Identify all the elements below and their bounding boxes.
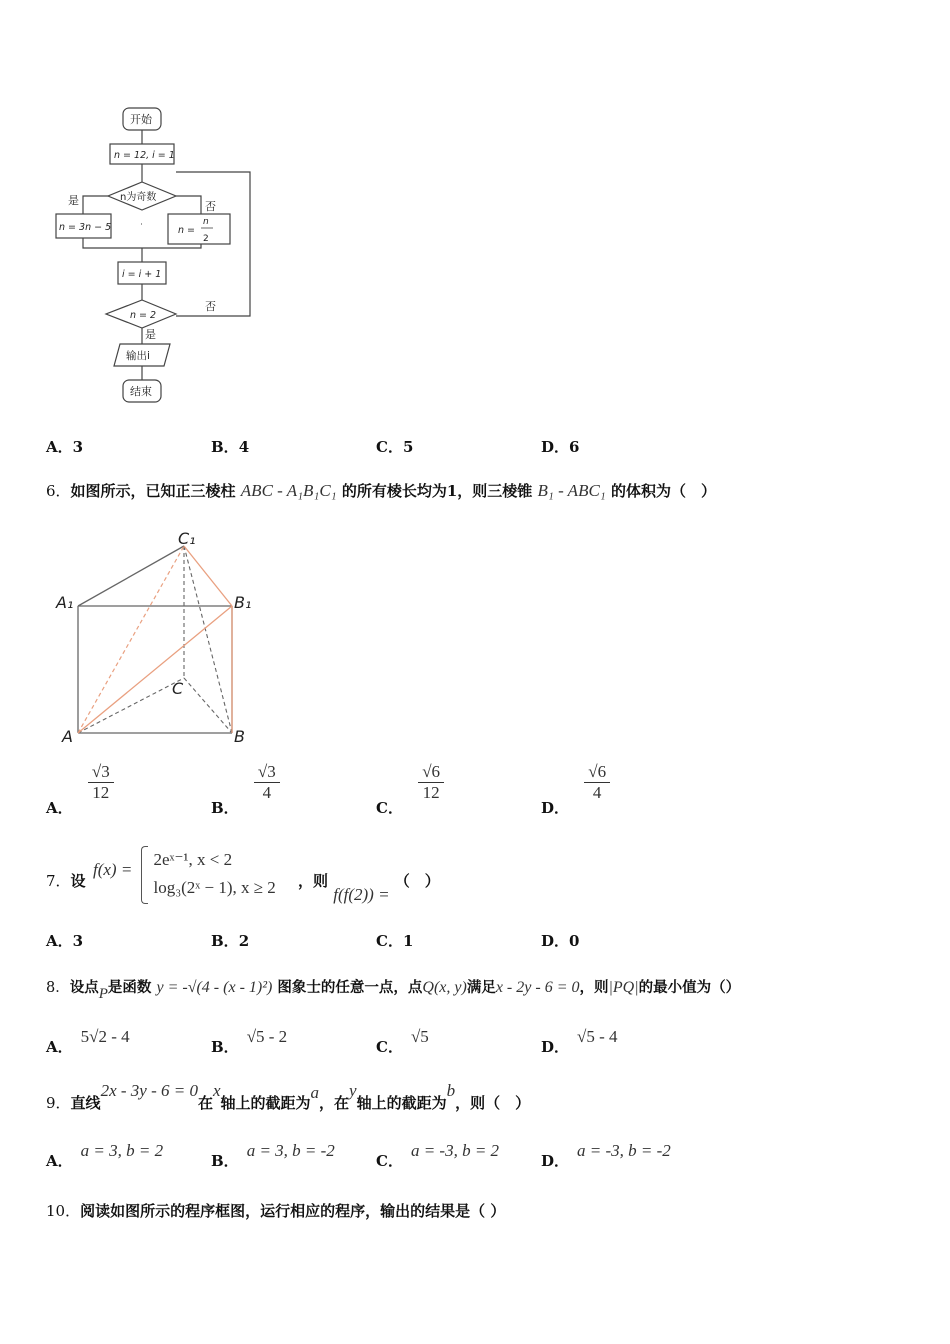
q7-option-d[interactable]: D．0: [541, 932, 580, 950]
q9-line: 2x - 3y - 6 = 0: [100, 1081, 198, 1100]
q9-stem: 9．直线2x - 3y - 6 = 0在x轴上的截距为a，在y轴上的截距为b，则（ ）: [46, 1081, 531, 1112]
q8-option-a[interactable]: A．5√2 - 4: [46, 1027, 130, 1056]
flow-yes1-label: 是: [68, 194, 79, 207]
q9-option-b[interactable]: B．a = 3, b = -2: [211, 1141, 335, 1170]
vertex-c: C: [172, 679, 184, 698]
q8-option-c[interactable]: C．√5: [376, 1027, 429, 1056]
q6-option-b[interactable]: B． $\frac{√3}{4}$: [211, 762, 280, 803]
flow-init-label: n = 12, i = 1: [114, 150, 175, 161]
q9-option-d[interactable]: D．a = -3, b = -2: [541, 1141, 671, 1170]
q6-option-c[interactable]: C． $\frac{√6}{12}$: [376, 762, 444, 803]
q7-option-a[interactable]: A．3: [46, 932, 84, 950]
flowchart-figure: [50, 100, 270, 410]
q6-stem: 6．如图所示，已知正三棱柱 ABC - A₁B₁C₁ 的所有棱长均为1，则三棱锥 B₁ - ABC₁ 的体积为（ ）: [46, 481, 716, 500]
prism-figure: [52, 528, 262, 750]
flow-decision1-label: n为奇数: [120, 192, 157, 203]
flow-right-box-num: n: [203, 217, 209, 227]
q8-point-p: P: [98, 986, 108, 1002]
q8-function: y = -√(4 - (x - 1)²): [156, 979, 273, 996]
q7-piecewise: f(x) = 2eˣ⁻¹, x < 2 log₃(2ˣ − 1), x ≥ 2: [93, 846, 276, 906]
q7-stem-tail: ，则 f(f(2)) = （ ）: [298, 872, 440, 904]
q10-stem: 10．阅读如图所示的程序框图，运行相应的程序，输出的结果是（ ）: [46, 1202, 506, 1220]
flow-no1-label: 否: [205, 200, 216, 213]
q7-case2: log₃(2ˣ − 1), x ≥ 2: [153, 878, 276, 897]
q8-line: x - 2y - 6 = 0: [495, 979, 580, 996]
q7-option-b[interactable]: B．2: [211, 932, 250, 950]
q7-expr: f(f(2)) =: [333, 885, 390, 904]
flow-end-label: 结束: [130, 385, 152, 398]
brace: [141, 846, 148, 904]
vertex-c1: C₁: [178, 529, 196, 548]
flow-increment-label: i = i + 1: [122, 269, 162, 280]
q7-case1: 2eˣ⁻¹, x < 2: [153, 850, 233, 869]
q5-option-b[interactable]: B．4: [211, 438, 250, 456]
q8-option-b[interactable]: B．√5 - 2: [211, 1027, 288, 1056]
q9-option-a[interactable]: A．a = 3, b = 2: [46, 1141, 164, 1170]
flow-right-box-lhs: n =: [178, 225, 196, 236]
vertex-a: A: [62, 727, 73, 746]
q7-stem: 7．设: [46, 872, 86, 890]
q5-option-c[interactable]: C．5: [376, 438, 414, 456]
q8-stem: 8．设点P是函数 y = -√(4 - (x - 1)²) 图象士的任意一点，点Q(x, y)满足x - 2y - 6 = 0，则|PQ|的最小值为（）: [46, 979, 741, 1002]
q5-option-a[interactable]: A．3: [46, 438, 84, 456]
q8-option-d[interactable]: D．√5 - 4: [541, 1027, 618, 1056]
flow-yes2-label: 是: [145, 328, 156, 341]
vertex-b1: B₁: [234, 593, 252, 612]
q7-option-c[interactable]: C．1: [376, 932, 414, 950]
q6-option-a[interactable]: A． $\frac{√3}{12}$: [46, 762, 114, 803]
q5-option-d[interactable]: D．6: [541, 438, 580, 456]
flow-output-label: 输出i: [126, 350, 150, 362]
q8-point-q: Q(x, y): [422, 979, 467, 996]
flow-decision2-label: n = 2: [130, 310, 157, 321]
flow-no2-label: 否: [205, 300, 216, 313]
q8-pq: |PQ|: [608, 979, 639, 996]
flow-left-box-label: n = 3n − 5: [59, 222, 112, 233]
q9-option-c[interactable]: C．a = -3, b = 2: [376, 1141, 500, 1170]
vertex-b: B: [234, 727, 245, 746]
vertex-a1: A₁: [56, 593, 74, 612]
flow-right-box-den: 2: [203, 234, 209, 244]
q6-option-d[interactable]: D． $\frac{√6}{4}$: [541, 762, 610, 803]
q6-pyramid: B₁ - ABC₁: [537, 481, 606, 500]
q6-prism: ABC - A₁B₁C₁: [240, 481, 337, 500]
flow-start-label: 开始: [130, 113, 152, 126]
